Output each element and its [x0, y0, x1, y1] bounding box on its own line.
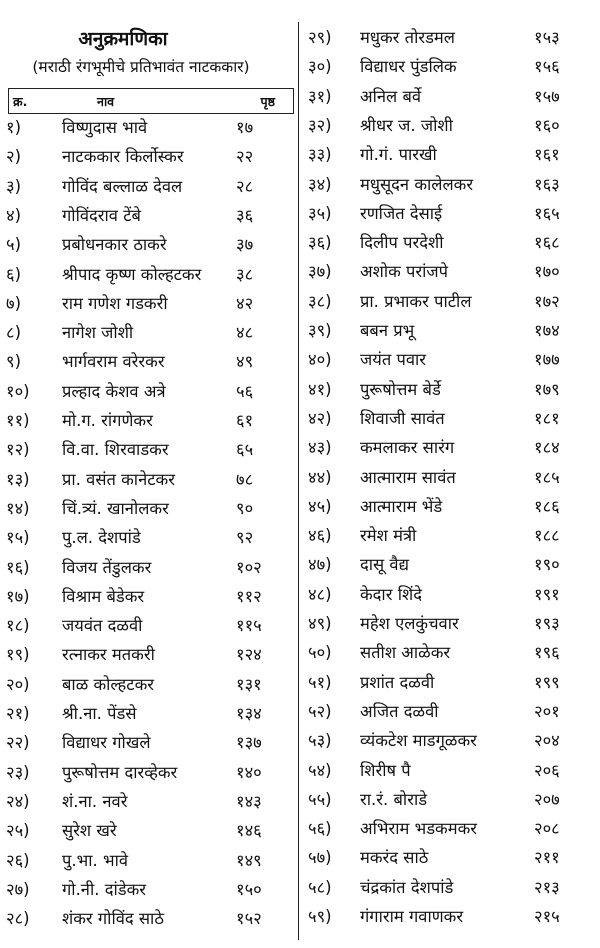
entry-number: ५९)	[308, 907, 332, 926]
entry-name: श्रीधर ज. जोशी	[360, 115, 453, 135]
entry-name: प्रबोधनकार ठाकरे	[62, 235, 167, 255]
entry-name: चंद्रकांत देशपांडे	[360, 877, 454, 897]
index-entry	[304, 610, 600, 638]
page-subtitle: (मराठी रंगभूमीचे प्रतिभावंत नाटककार)	[32, 58, 250, 76]
entry-number: ३७)	[308, 262, 332, 282]
index-entry	[304, 639, 600, 667]
entry-page: १७४	[534, 321, 560, 340]
entry-name: सुरेश खरे	[62, 821, 117, 841]
index-entry	[6, 261, 296, 289]
page-title: अनुक्रमणिका	[78, 28, 168, 50]
entry-number: ३)	[6, 176, 22, 196]
entry-page: १८१	[534, 408, 560, 428]
entry-number: २५)	[6, 821, 30, 841]
entry-name: कमलाकर सारंग	[360, 438, 455, 458]
entry-number: ३२)	[308, 115, 332, 135]
index-entry	[304, 346, 600, 374]
entry-number: २६)	[6, 850, 30, 870]
entry-number: ५६)	[308, 819, 332, 839]
entry-page: १९०	[534, 555, 560, 575]
entry-page: ३६	[236, 205, 254, 225]
index-entry	[304, 229, 600, 257]
entry-page: २१५	[534, 907, 560, 926]
entry-page: १८४	[534, 438, 560, 458]
entry-number: ६)	[6, 264, 22, 284]
index-entry	[304, 551, 600, 579]
entry-number: २४)	[6, 791, 30, 811]
entry-number: ४३)	[308, 438, 332, 458]
entry-page: १६३	[534, 174, 560, 194]
entry-name: दिलीप परदेशी	[360, 233, 444, 253]
index-entry	[6, 202, 296, 230]
entry-page: १५०	[236, 879, 262, 899]
entry-number: ४५)	[308, 496, 332, 516]
entry-name: प्रा. वसंत कानेटकर	[62, 469, 175, 489]
entry-name: आत्माराम भेंडे	[360, 496, 443, 516]
entry-name: विष्णुदास भावे	[62, 118, 148, 137]
entry-number: १२)	[6, 440, 30, 460]
entry-page: २०८	[534, 819, 560, 839]
entry-number: ३८)	[308, 291, 332, 311]
entry-number: ५२)	[308, 701, 332, 721]
index-entry	[304, 581, 600, 609]
entry-name: पु.भा. भावे	[62, 850, 129, 870]
index-entry	[6, 495, 296, 523]
index-entry	[304, 434, 600, 462]
entry-name: रा.रं. बोराडे	[360, 789, 428, 809]
index-entry	[304, 844, 600, 872]
entry-number: ११)	[6, 411, 30, 430]
entry-page: २०१	[534, 701, 560, 721]
entry-page: १७९	[534, 379, 560, 399]
entry-page: १२४	[236, 645, 262, 665]
entry-name: रणजित देसाई	[360, 203, 443, 223]
header-page: पृष्ठ	[260, 94, 275, 109]
entry-page: २०६	[534, 760, 560, 780]
column-divider	[298, 22, 299, 940]
entry-page: २८	[236, 176, 254, 196]
index-entry	[6, 876, 296, 904]
entry-page: ११२	[236, 586, 262, 606]
entry-page: ३७	[236, 235, 254, 255]
entry-number: ४६)	[308, 526, 332, 546]
index-entry	[6, 583, 296, 611]
entry-number: ५५)	[308, 789, 332, 809]
entry-page: ६५	[236, 440, 254, 460]
entry-page: २२	[236, 147, 254, 167]
entry-number: १९)	[6, 645, 30, 665]
index-entry	[304, 317, 600, 345]
entry-page: १७	[236, 118, 254, 137]
entry-name: शंकर गोविंद साठे	[62, 909, 164, 929]
entry-page: १५७	[534, 86, 560, 106]
index-entry	[6, 729, 296, 757]
index-entry	[304, 757, 600, 785]
entry-page: १४६	[236, 821, 262, 841]
index-entry	[304, 493, 600, 521]
header-number: क्र.	[13, 94, 28, 109]
index-entry	[304, 786, 600, 814]
entry-page: ५६	[236, 381, 254, 401]
entry-page: १४०	[236, 762, 262, 782]
index-entry	[6, 612, 296, 640]
entry-number: ३४)	[308, 174, 332, 194]
entry-name: विजय तेंडुलकर	[62, 557, 152, 577]
entry-name: शिवाजी सावंत	[360, 408, 445, 428]
entry-name: गो.गं. पारखी	[360, 145, 437, 165]
index-entry	[6, 554, 296, 582]
entry-page: १७२	[534, 291, 560, 311]
index-entry	[6, 407, 296, 435]
entry-page: ३८	[236, 264, 254, 284]
entry-name: जयंत पवार	[360, 350, 427, 370]
entry-page: ६१	[236, 411, 254, 430]
entry-page: १५३	[534, 28, 560, 47]
entry-number: २)	[6, 147, 22, 167]
index-entry	[304, 288, 600, 316]
entry-number: २०)	[6, 674, 30, 694]
index-entry	[304, 698, 600, 726]
entry-name: प्रल्हाद केशव अत्रे	[62, 381, 166, 401]
index-entry	[6, 817, 296, 845]
entry-page: १५२	[236, 909, 262, 929]
index-entry	[6, 788, 296, 816]
entry-number: ३०)	[308, 57, 332, 77]
entry-page: ४२	[236, 293, 254, 313]
entry-name: शं.ना. नवरे	[62, 791, 128, 811]
index-entry	[304, 405, 600, 433]
entry-name: गंगाराम गवाणकर	[360, 907, 464, 926]
index-entry	[304, 464, 600, 492]
entry-name: चिं.त्र्यं. खानोलकर	[62, 498, 169, 518]
entry-name: विद्याधर गोखले	[62, 733, 151, 753]
entry-number: २९)	[308, 28, 332, 47]
entry-name: मधुसूदन कालेलकर	[360, 174, 474, 194]
index-entry	[304, 376, 600, 404]
entry-page: १७७	[534, 350, 560, 370]
entry-page: १४३	[236, 791, 262, 811]
entry-name: प्रशांत दळवी	[360, 672, 435, 692]
entry-number: ५३)	[308, 731, 332, 751]
entry-page: १३१	[236, 674, 262, 694]
index-entry	[6, 641, 296, 669]
index-entry	[6, 700, 296, 728]
entry-page: १६१	[534, 145, 560, 165]
entry-number: १३)	[6, 469, 30, 489]
entry-name: प्रा. प्रभाकर पाटील	[360, 291, 472, 311]
entry-name: सतीश आळेकर	[360, 643, 451, 663]
entry-number: १४)	[6, 498, 30, 518]
entry-page: १४९	[236, 850, 262, 870]
entry-number: ९)	[6, 352, 22, 372]
entry-page: १८५	[534, 467, 560, 487]
entry-number: १८)	[6, 616, 30, 636]
entry-number: १७)	[6, 586, 30, 606]
index-entry	[6, 671, 296, 699]
index-entry	[304, 83, 600, 111]
entry-number: ५८)	[308, 877, 332, 897]
entry-page: ४९	[236, 352, 254, 372]
entry-number: २७)	[6, 879, 30, 899]
index-entry	[6, 319, 296, 347]
entry-name: व्यंकटेश माडगूळकर	[360, 731, 477, 751]
entry-name: विद्याधर पुंडलिक	[360, 57, 457, 77]
entry-number: ५७)	[308, 848, 332, 868]
entry-name: रमेश मंत्री	[360, 526, 417, 546]
entry-name: केदार शिंदे	[360, 584, 422, 604]
entry-number: ५१)	[308, 672, 332, 692]
entry-page: १९९	[534, 672, 560, 692]
index-entry	[304, 53, 600, 81]
index-entry	[304, 141, 600, 169]
entry-page: १७०	[534, 262, 560, 282]
entry-number: २१)	[6, 704, 30, 723]
index-entry	[6, 290, 296, 318]
index-entry	[6, 378, 296, 406]
entry-number: १०)	[6, 381, 30, 401]
entry-name: गोविंदराव टेंबे	[62, 205, 141, 225]
entry-page: १६८	[534, 233, 560, 253]
entry-name: शिरीष पै	[360, 760, 411, 780]
entry-page: १६५	[534, 203, 560, 223]
entry-page: १८६	[534, 496, 560, 516]
index-entry	[6, 524, 296, 552]
header-name: नाव	[97, 94, 115, 109]
entry-number: ४८)	[308, 584, 332, 604]
entry-number: ५०)	[308, 643, 332, 663]
entry-page: ७८	[236, 469, 254, 489]
entry-number: ४९)	[308, 614, 332, 633]
index-entry	[304, 24, 600, 52]
entry-number: ४०)	[308, 350, 332, 370]
entry-number: ४४)	[308, 467, 332, 487]
entry-name: बाळ कोल्हटकर	[62, 674, 155, 694]
entry-number: ४२)	[308, 408, 332, 428]
entry-name: महेश एलकुंचवार	[360, 614, 459, 633]
entry-name: मकरंद साठे	[360, 848, 429, 868]
entry-page: १९१	[534, 584, 560, 604]
index-entry	[6, 466, 296, 494]
entry-name: वि.वा. शिरवाडकर	[62, 440, 169, 460]
index-entry	[6, 759, 296, 787]
entry-page: १३४	[236, 704, 262, 723]
entry-page: ९०	[236, 498, 254, 518]
entry-number: १६)	[6, 557, 30, 577]
entry-name: नागेश जोशी	[62, 323, 134, 343]
index-entry	[6, 173, 296, 201]
entry-number: ३९)	[308, 321, 332, 340]
entry-name: भार्गवराम वरेरकर	[62, 352, 165, 372]
index-entry	[304, 112, 600, 140]
entry-number: ३६)	[308, 233, 332, 253]
entry-page: १९६	[534, 643, 560, 663]
index-entry	[6, 436, 296, 464]
entry-number: २२)	[6, 733, 30, 753]
entry-page: १६०	[534, 115, 560, 135]
entry-name: पु.ल. देशपांडे	[62, 528, 141, 548]
index-entry	[304, 200, 600, 228]
entry-name: अजित दळवी	[360, 701, 439, 721]
entry-name: मो.ग. रांगणेकर	[62, 411, 153, 430]
index-entry	[304, 727, 600, 755]
entry-number: ८)	[6, 323, 22, 343]
entry-page: १०२	[236, 557, 262, 577]
entry-number: २८)	[6, 909, 30, 929]
entry-name: जयवंत दळवी	[62, 616, 143, 636]
index-entry	[304, 903, 600, 931]
entry-name: दासू वैद्य	[360, 555, 410, 575]
entry-name: बबन प्रभू	[360, 321, 415, 340]
entry-name: रत्नाकर मतकरी	[62, 645, 155, 665]
entry-number: १)	[6, 118, 22, 137]
index-entry	[6, 231, 296, 259]
entry-number: १५)	[6, 528, 30, 548]
entry-name: अभिराम भडकमकर	[360, 819, 477, 839]
entry-page: १९३	[534, 614, 560, 633]
entry-number: ४७)	[308, 555, 332, 575]
entry-number: ३५)	[308, 203, 332, 223]
entry-number: ४१)	[308, 379, 332, 399]
index-entry	[304, 874, 600, 902]
entry-name: मधुकर तोरडमल	[360, 28, 455, 47]
index-entry	[304, 669, 600, 697]
index-entry	[6, 348, 296, 376]
index-entry	[6, 847, 296, 875]
entry-name: श्रीपाद कृष्ण कोल्हटकर	[62, 264, 202, 284]
entry-page: २०४	[534, 731, 560, 751]
index-entry	[6, 143, 296, 171]
entry-page: १३७	[236, 733, 262, 753]
index-entry	[6, 114, 296, 142]
entry-name: आत्माराम सावंत	[360, 467, 456, 487]
entry-name: पुरूषोत्तम बेर्डे	[360, 379, 441, 399]
index-entry	[304, 258, 600, 286]
entry-page: २१३	[534, 877, 560, 897]
entry-number: ७)	[6, 293, 22, 313]
index-entry	[304, 171, 600, 199]
entry-number: ४)	[6, 205, 22, 225]
entry-number: ३१)	[308, 86, 332, 106]
entry-page: १८८	[534, 526, 560, 546]
index-entry	[304, 522, 600, 550]
entry-page: ११५	[236, 616, 262, 636]
index-entry	[6, 905, 296, 933]
entry-name: अनिल बर्वे	[360, 86, 422, 106]
entry-number: २३)	[6, 762, 30, 782]
entry-page: ९२	[236, 528, 254, 548]
entry-number: ५)	[6, 235, 22, 255]
entry-page: २०७	[534, 789, 560, 809]
entry-name: राम गणेश गडकरी	[62, 293, 168, 313]
table-header	[8, 88, 294, 114]
entry-name: नाटककार किर्लोस्कर	[62, 147, 184, 167]
entry-number: ५४)	[308, 760, 332, 780]
index-entry	[304, 815, 600, 843]
entry-name: श्री.ना. पेंडसे	[62, 704, 137, 723]
entry-name: पुरूषोत्तम दारव्हेकर	[62, 762, 178, 782]
entry-name: गो.नी. दांडेकर	[62, 879, 147, 899]
entry-name: विश्राम बेडेकर	[62, 586, 145, 606]
entry-page: २११	[534, 848, 560, 868]
entry-name: गोविंद बल्लाळ देवल	[62, 176, 183, 196]
entry-name: अशोक परांजपे	[360, 262, 449, 282]
entry-number: ३३)	[308, 145, 332, 165]
entry-page: १५६	[534, 57, 560, 77]
entry-page: ४८	[236, 323, 254, 343]
